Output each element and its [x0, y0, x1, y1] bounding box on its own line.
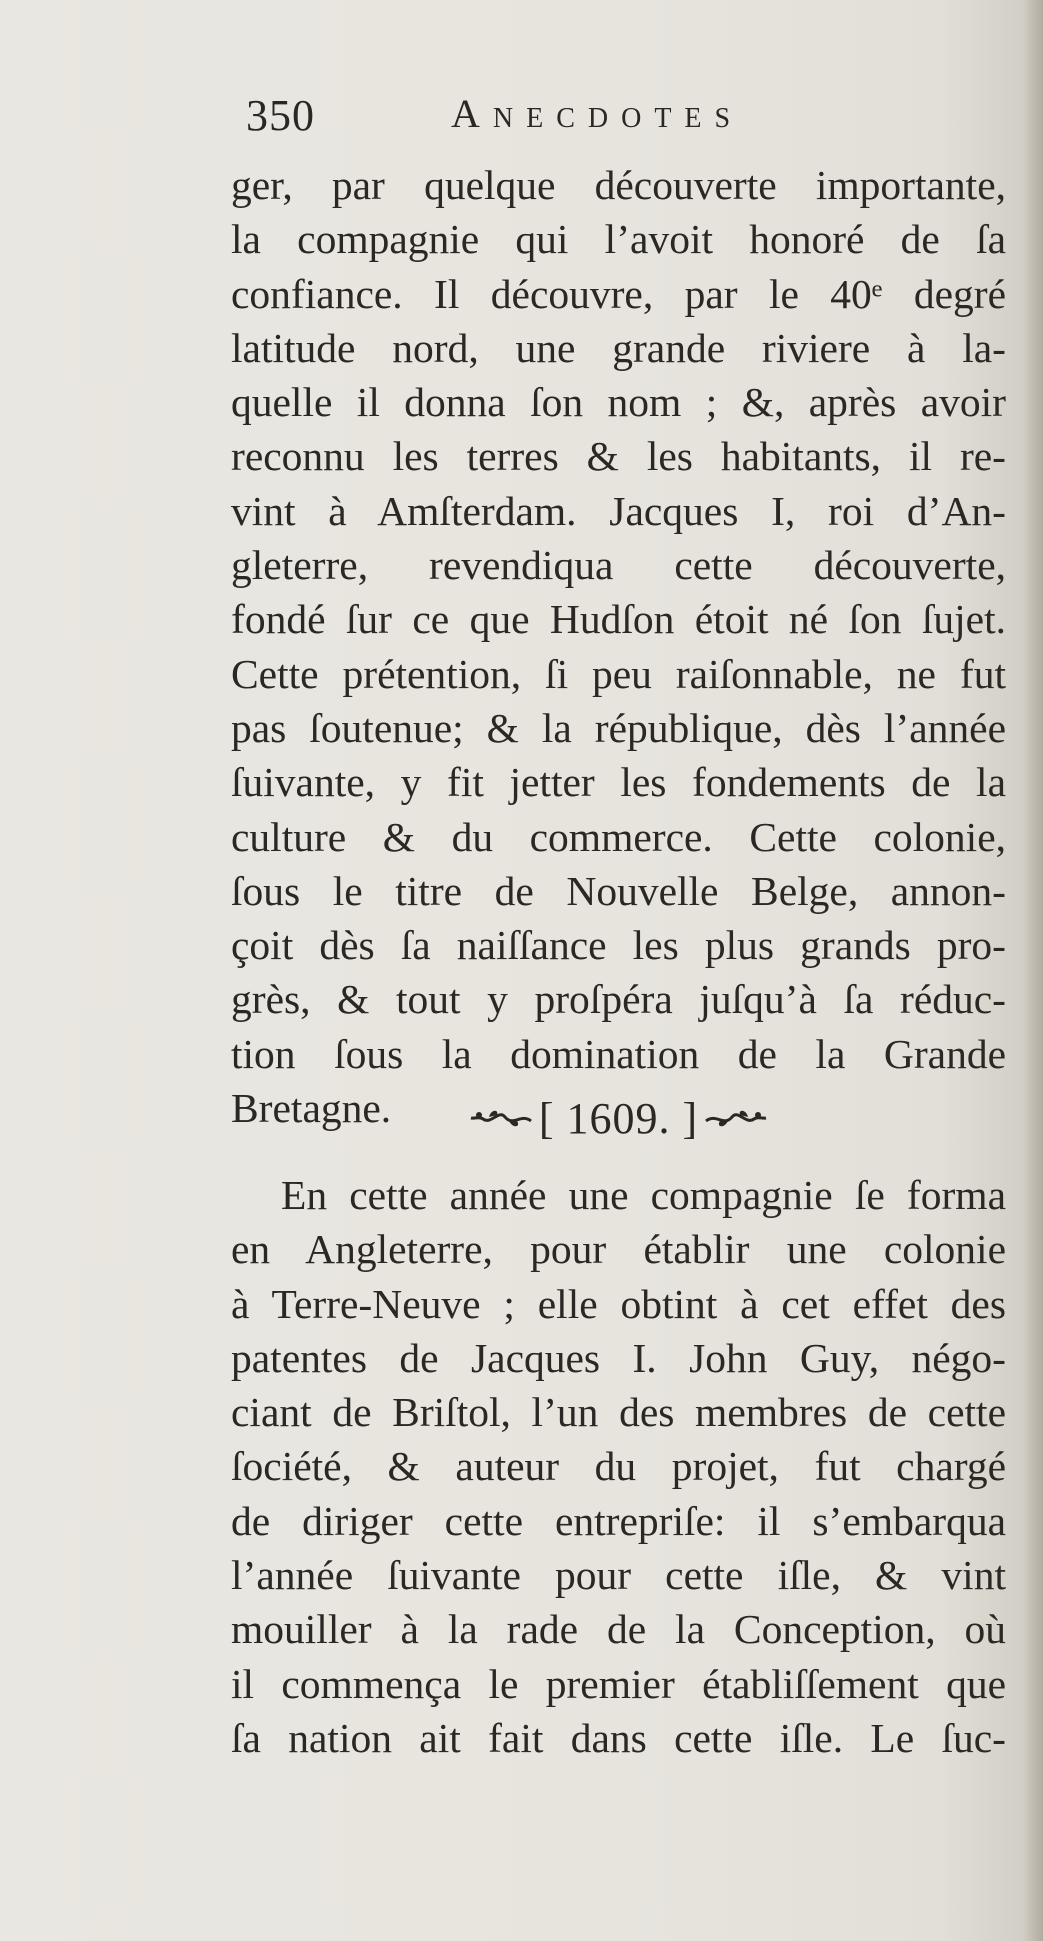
text-line: patentes de Jacques I. John Guy, négo- — [231, 1334, 1006, 1381]
text-line: mouiller à la rade de la Conception, où — [231, 1606, 1006, 1653]
text-line: çoit dès ſa naiſſance les plus grands pro- — [231, 922, 1006, 969]
paragraph-2 — [231, 1168, 1006, 1765]
page-header — [246, 88, 846, 148]
year-heading-row — [231, 1080, 1006, 1156]
text-line: tion ſous la domination de la Grande — [231, 1030, 1006, 1077]
text-line: de diriger cette entrepriſe: il s’embarqua — [231, 1497, 1006, 1544]
text-line: à Terre-Neuve ; elle obtint à cet effet des — [231, 1280, 1006, 1327]
year-heading: [ 1609. ] — [538, 1093, 699, 1143]
text-line: ciant de Briſtol, l’un des membres de cette — [231, 1389, 1006, 1436]
text-line: pas ſoutenue; & la république, dès l’année — [231, 704, 1006, 751]
text-line: l’année ſuivante pour cette iſle, & vint — [231, 1552, 1006, 1599]
running-head: Anecdotes — [451, 91, 744, 136]
text-line: fondé ſur ce que Hudſon étoit né ſon ſujet. — [231, 596, 1006, 643]
fleuron-left-icon — [469, 1103, 533, 1133]
text-line: ſuivante, y fit jetter les fondements de la — [231, 759, 1006, 806]
text-line: ſous le titre de Nouvelle Belge, annon- — [231, 867, 1006, 914]
text-line: latitude nord, une grande riviere à la- — [231, 324, 1006, 371]
text-line: gleterre, revendiqua cette découverte, — [231, 542, 1006, 589]
text-line: la compagnie qui l’avoit honoré de ſa — [231, 216, 1006, 263]
text-line: Cette prétention, ſi peu raiſonnable, ne fut — [231, 650, 1006, 697]
text-line: culture & du commerce. Cette colonie, — [231, 813, 1006, 860]
fleuron-right-icon — [704, 1103, 768, 1133]
text-line: grès, & tout y proſpéra juſqu’à ſa réduc- — [231, 976, 1006, 1023]
text-line: reconnu les terres & les habitants, il re- — [231, 433, 1006, 480]
binding-shadow — [1023, 0, 1043, 1941]
text-line: il commença le premier établiſſement que — [231, 1660, 1006, 1707]
text-line: En cette année une compagnie ſe forma — [281, 1172, 1006, 1218]
paragraph-1 — [231, 158, 1006, 1135]
text-line: ſa nation ait fait dans cette iſle. Le ſuc- — [231, 1714, 1006, 1761]
text-line: confiance. Il découvre, par le 40ᵉ degré — [231, 270, 1006, 317]
page-number: 350 — [246, 91, 315, 140]
text-line: en Angleterre, pour établir une colonie — [231, 1226, 1006, 1273]
text-line: Bretagne. — [231, 1085, 392, 1132]
text-line: vint à Amſterdam. Jacques I, roi d’An- — [231, 487, 1006, 534]
text-line: quelle il donna ſon nom ; &, après avoir — [231, 379, 1006, 426]
text-line: ger, par quelque découverte importante, — [231, 162, 1006, 208]
text-line: ſociété, & auteur du projet, fut chargé — [231, 1443, 1006, 1490]
